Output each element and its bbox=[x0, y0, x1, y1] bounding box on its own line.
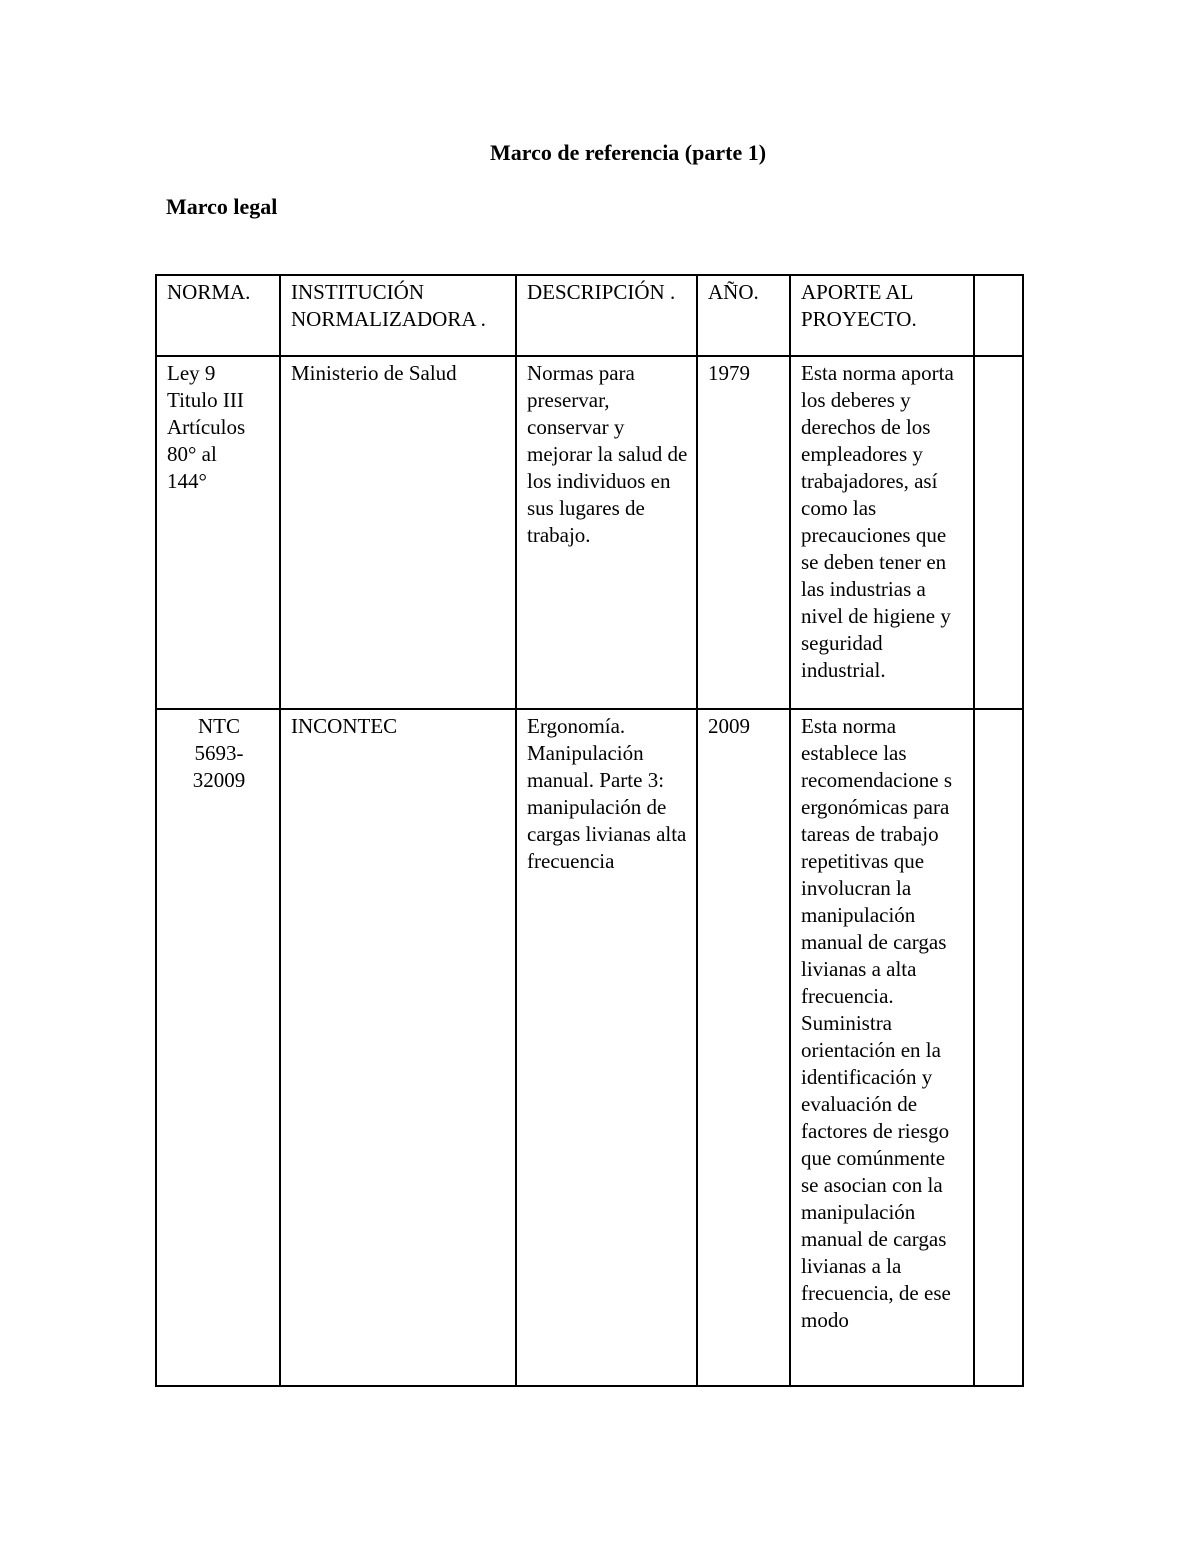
header-norma: NORMA. bbox=[156, 275, 280, 356]
cell-norma: Ley 9 Titulo III Artículos 80° al 144° bbox=[156, 356, 280, 709]
cell-aporte: Esta norma establece las recomendacione s ergonómicas para tareas de trabajo repetitivas que involucran la manipulación manual de cargas livianas a alta frecuencia. Suministra orientación en la identificación y evaluación de factores de riesgo que comúnmente se asocian con la manipulación manual de cargas livianas a la frecuencia, de ese modo bbox=[790, 709, 974, 1386]
cell-extra bbox=[974, 356, 1023, 709]
page-title: Marco de referencia (parte 1) bbox=[489, 140, 767, 165]
header-descripcion: DESCRIPCIÓN . bbox=[516, 275, 697, 356]
table-header-row bbox=[156, 275, 1023, 356]
cell-anio: 2009 bbox=[697, 709, 790, 1386]
cell-institucion: Ministerio de Salud bbox=[280, 356, 516, 709]
table-row bbox=[156, 356, 1023, 709]
cell-extra bbox=[974, 709, 1023, 1386]
header-institucion: INSTITUCIÓN NORMALIZADORA . bbox=[280, 275, 516, 356]
cell-institucion: INCONTEC bbox=[280, 709, 516, 1386]
cell-descripcion: Normas para preservar, conservar y mejorar la salud de los individuos en sus lugares de trabajo. bbox=[516, 356, 697, 709]
cell-aporte: Esta norma aporta los deberes y derechos de los empleadores y trabajadores, así como las precauciones que se deben tener en las industrias a nivel de higiene y seguridad industrial. bbox=[790, 356, 974, 709]
header-aporte: APORTE AL PROYECTO. bbox=[790, 275, 974, 356]
cell-norma: NTC 5693- 32009 bbox=[156, 709, 280, 1386]
header-anio: AÑO. bbox=[697, 275, 790, 356]
cell-descripcion: Ergonomía. Manipulación manual. Parte 3: manipulación de cargas livianas alta frecuencia bbox=[516, 709, 697, 1386]
legal-framework-table bbox=[155, 274, 1024, 1387]
header-extra bbox=[974, 275, 1023, 356]
table-row bbox=[156, 709, 1023, 1386]
cell-anio: 1979 bbox=[697, 356, 790, 709]
section-heading: Marco legal bbox=[166, 194, 278, 219]
